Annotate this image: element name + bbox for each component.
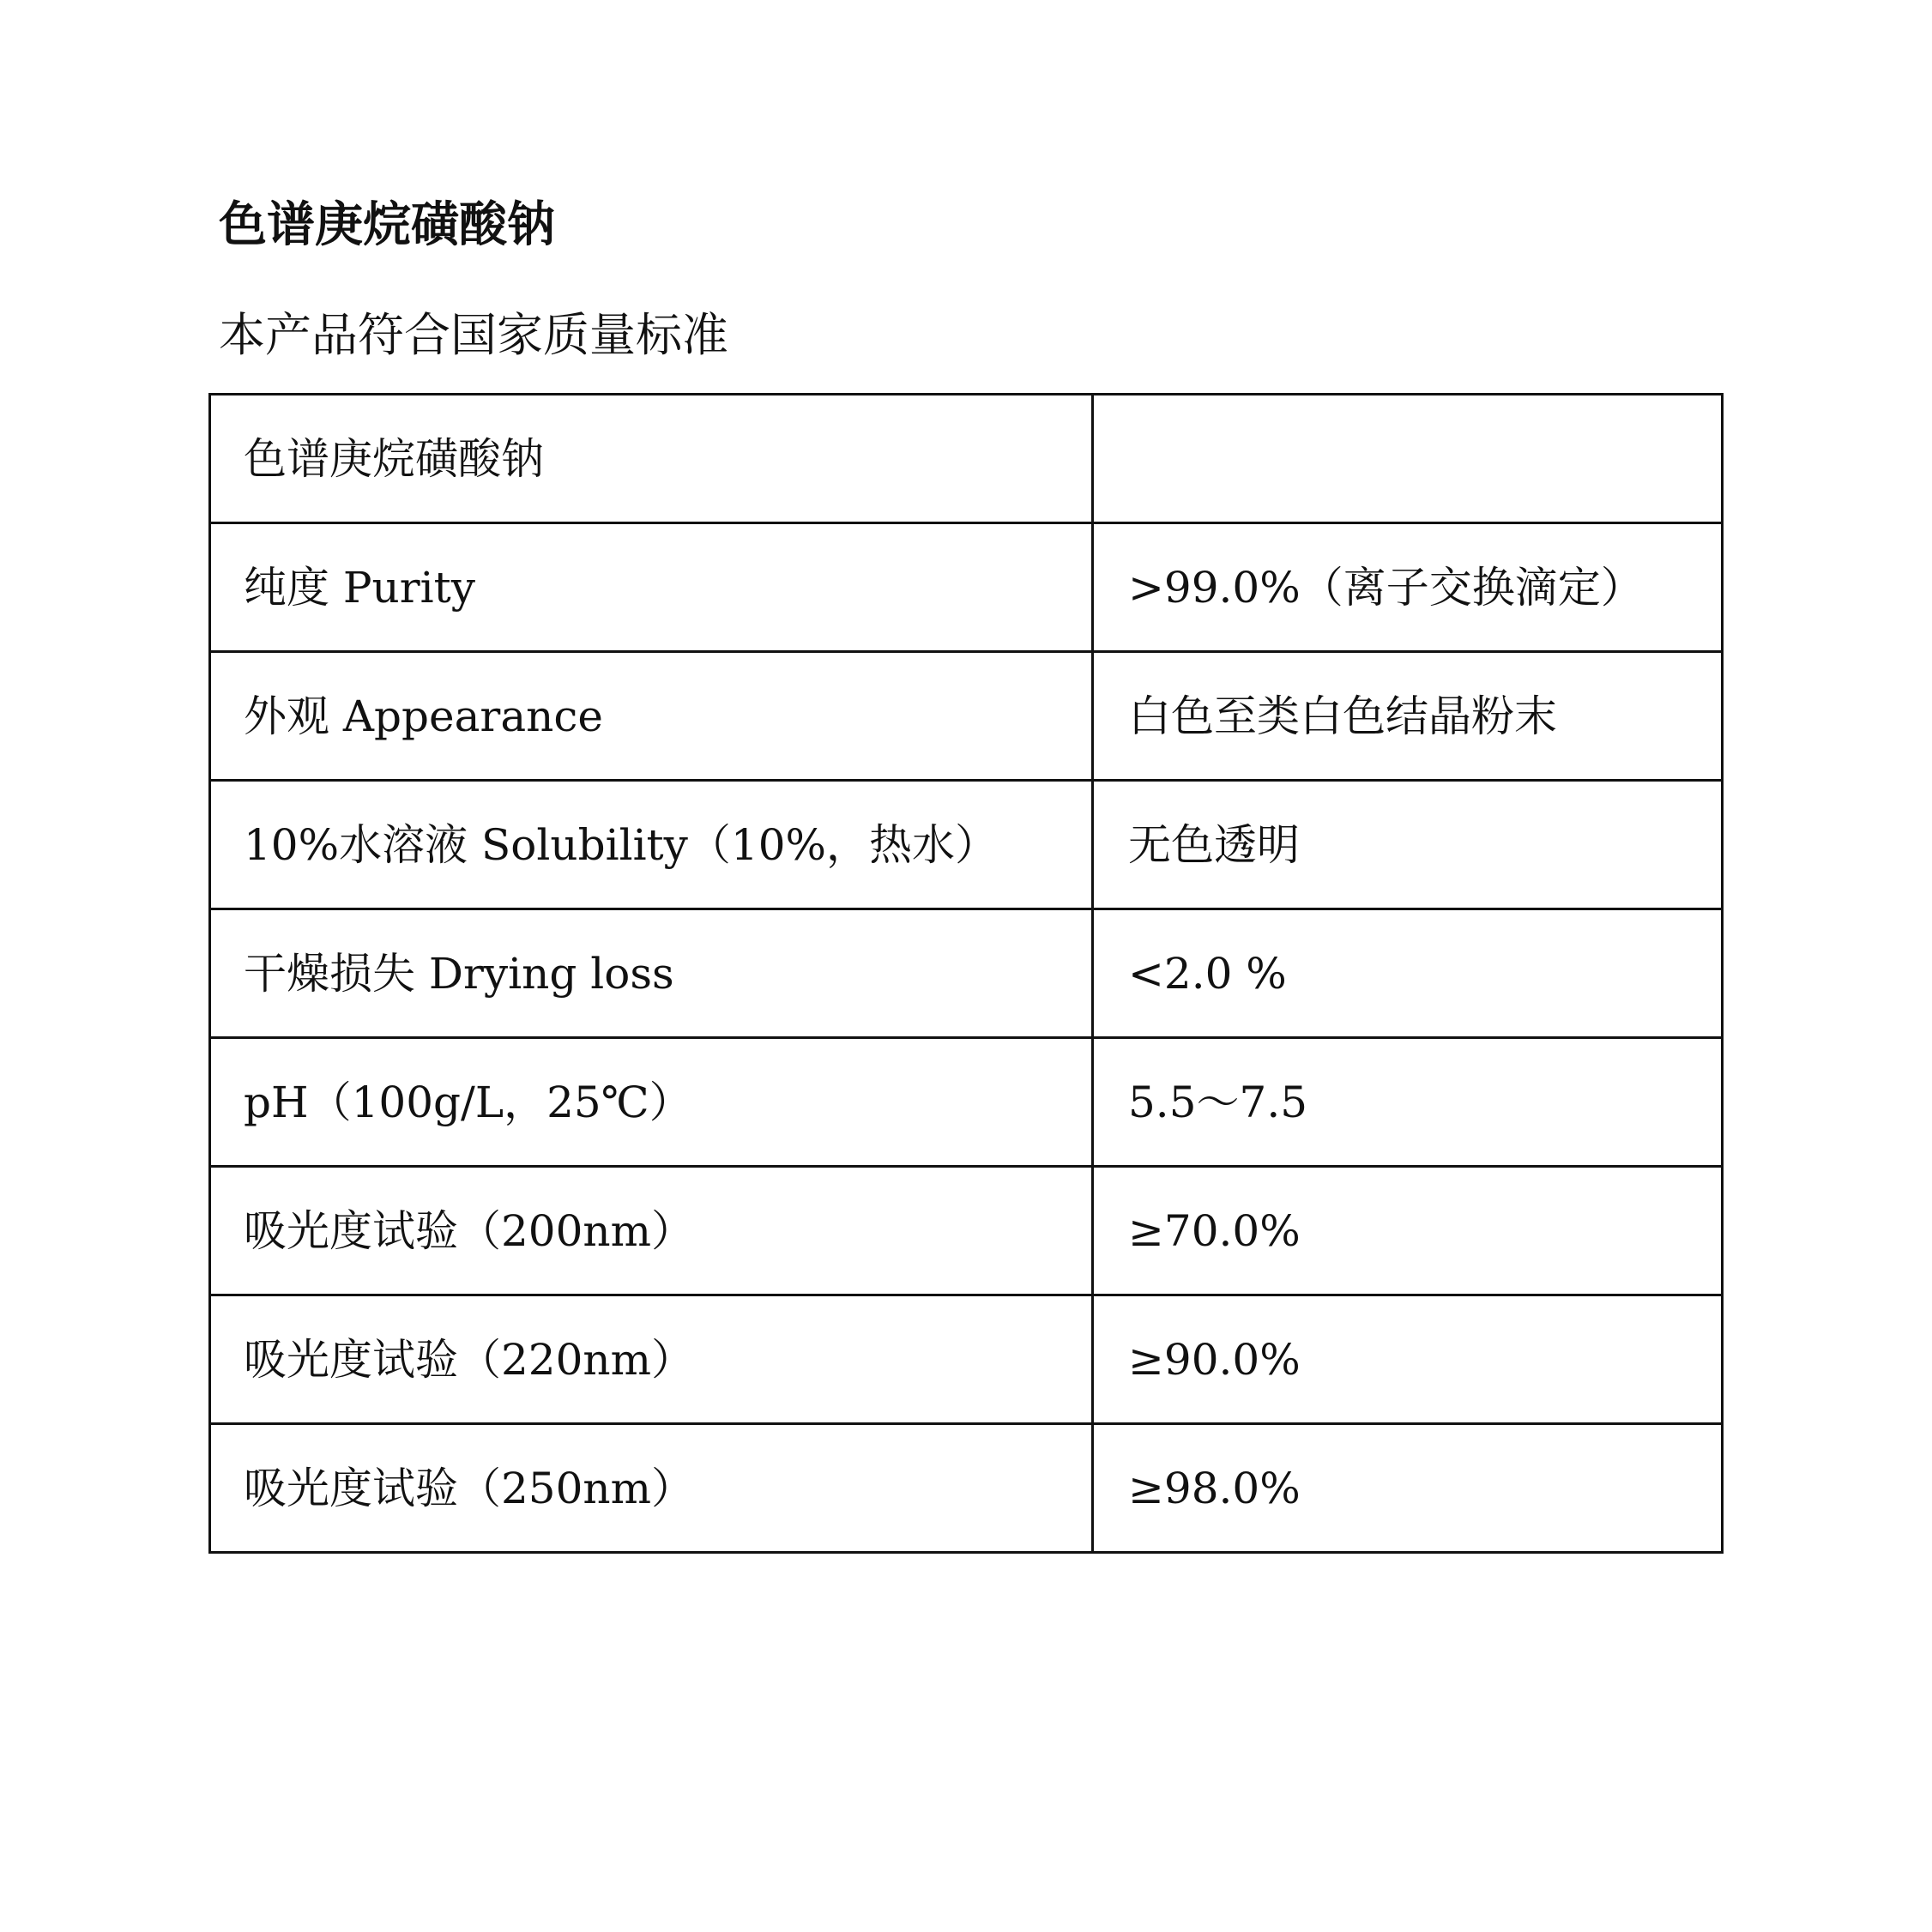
table-row [210,1295,1723,1424]
table-row [210,1424,1723,1553]
table-row [210,395,1723,523]
spec-item-cell: 干燥损失 Drying loss [210,909,1093,1038]
spec-item-cell: 10%水溶液 Solubility（10%，热水） [210,781,1093,909]
spec-item-cell: 吸光度试验（220nm） [210,1295,1093,1424]
document-subtitle: 本产品符合国家质量标准 [219,308,728,362]
table-row [210,909,1723,1038]
table-row [210,1038,1723,1167]
spec-value-cell: ≥70.0% [1093,1167,1723,1295]
spec-item-cell: 吸光度试验（250nm） [210,1424,1093,1553]
document-title: 色谱庚烷磺酸钠 [219,197,555,253]
spec-value-cell: <2.0 % [1093,909,1723,1038]
spec-value-cell: ≥90.0% [1093,1295,1723,1424]
spec-item-cell: 吸光度试验（200nm） [210,1167,1093,1295]
specification-table [208,393,1724,1554]
table-row [210,652,1723,781]
spec-value-cell: 无色透明 [1093,781,1723,909]
table-row [210,1167,1723,1295]
spec-value-cell: 5.5～7.5 [1093,1038,1723,1167]
spec-value-cell: >99.0%（离子交换滴定） [1093,523,1723,652]
table-row [210,781,1723,909]
spec-item-cell: 纯度 Purity [210,523,1093,652]
spec-value-cell: ≥98.0% [1093,1424,1723,1553]
spec-value-cell: 白色至类白色结晶粉末 [1093,652,1723,781]
spec-item-cell: 色谱庚烷磺酸钠 [210,395,1093,523]
spec-item-cell: 外观 Appearance [210,652,1093,781]
spec-item-cell: pH（100g/L，25℃） [210,1038,1093,1167]
table-row [210,523,1723,652]
spec-value-cell [1093,395,1723,523]
